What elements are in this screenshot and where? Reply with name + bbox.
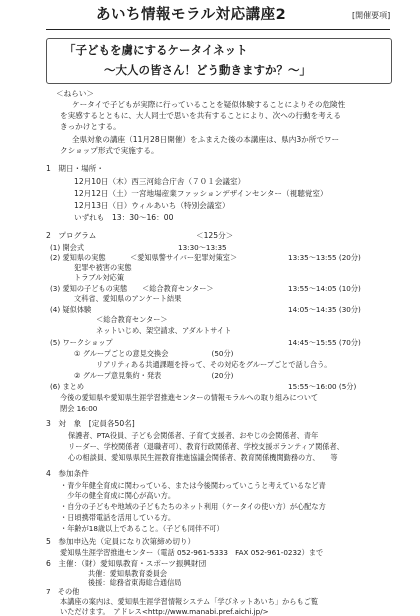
program-detail: ＜総合教育センター＞ [142, 284, 214, 293]
program-time: 15:55～16:00 (5分) [288, 382, 357, 391]
aim-line: きっかけとする。 [60, 122, 121, 131]
conditions-line: ・青少年健全育成に関わっている、または今後関わっていこうと考えているなど青 [60, 481, 326, 490]
program-sub: ② グループ意見集約・発表 (20分) [74, 371, 234, 380]
program-sub: 文科省、愛知県のアンケート結果 [74, 294, 182, 303]
program-sub: 今後の愛知県や愛知県生涯学習推進センターの情報モラルへの取り組みについて [60, 393, 319, 402]
program-sub: ネットいじめ、架空請求、アダルトサイト [96, 326, 232, 335]
program-time: 13:35～13:55 (20分) [288, 253, 361, 262]
program-time: 13:55～14:05 (10分) [288, 284, 361, 293]
aim-line: ケータイで子どもが実際に行っていることを疑似体験することによりその危険性 [72, 100, 346, 109]
schedule-time: いずれも 13：30～16：00 [74, 213, 174, 222]
program-time: 13:30～13:35 [178, 243, 227, 252]
title-underline [46, 29, 390, 30]
other-line: 本講座の案内は、愛知県生涯学習情報システム「学びネットあいち」からもご覧 [60, 597, 319, 606]
program-label: (3) 愛知の子どもの実態 [50, 284, 128, 293]
subtitle-line-2: ～大人の皆さん！どう動きますか？～」 [104, 63, 311, 77]
program-detail: ＜総合教育センター＞ [96, 315, 168, 324]
aim-line: 全県対象の講座（11月28日開催）をふまえた後の本講座は、県内3か所でワー [72, 135, 340, 144]
apply-heading: 5 参加申込先（定員になり次第締め切り） [46, 537, 196, 546]
program-sub: トラブル対応策 [74, 273, 125, 282]
other-heading: 7 その他 [46, 587, 80, 596]
schedule-item: 12月13日（日）ウィルあいち（特別会議室） [74, 201, 230, 210]
program-time: 14:05～14:35 (30分) [288, 305, 361, 314]
schedule-item: 12月12日（土）一宮地場産業ファッションデザインセンター（視聴覚室） [74, 189, 328, 198]
program-label: (6) まとめ [50, 382, 85, 391]
conditions-line: ・自分の子どもや地域の子どもたちのネット利用（ケータイの使い方）が心配な方 [60, 502, 326, 511]
program-label: (4) 疑似体験 [50, 305, 92, 314]
program-sub: リアリティある共通課題を持って、その対応をグループごとで話し合う。 [96, 360, 332, 369]
program-time: 14:45～15:55 (70分) [288, 338, 361, 347]
aim-heading: ＜ねらい＞ [56, 89, 94, 98]
apply-line: 愛知県生涯学習推進センター（電話 052-961-5333 FAX 052-961-0232）まで [60, 548, 324, 557]
schedule-heading: 1 期日・場所・ [46, 164, 104, 173]
organizer-line: 共催：愛知県教育委員会 [88, 569, 168, 578]
aim-line: を実感するとともに、大人同士で思いを共有することにより、次への行動を考える [60, 111, 341, 120]
page-title: あいち情報モラル対応講座2 [96, 7, 287, 23]
target-line: リーダー、学校関係者（退職者可）、教育行政関係者、学校支援ボランティア関係者、 [68, 442, 344, 451]
organizer-line: 後援：総務省東海総合通信局 [88, 578, 182, 587]
schedule-item: 12月10日（木）西三河総合庁舎（７０１会議室） [74, 177, 246, 186]
subtitle-line-1: 「子どもを虜にするケータイネット [64, 43, 248, 57]
target-line: 保護者、PTA役員、子ども会関係者、子育て支援者、おやじの会関係者、青年 [68, 431, 319, 440]
other-line: いただけます。 アドレス<http://www.manabi.pref.aichi.jp/> [60, 607, 269, 616]
program-sub: ① グループごとの意見交換会 (50分) [74, 349, 234, 358]
aim-line: クショップ形式で実施する。 [60, 146, 159, 155]
conditions-heading: 4 参加条件 [46, 469, 89, 478]
target-line: 心の相談員、愛知県県民生涯教育推進協議会関係者、教育関係機関勤務の方、 等 [68, 453, 338, 462]
program-sub: 犯罪や被害の実態 [74, 263, 132, 272]
conditions-line: 少年の健全育成に関心が高い方。 [60, 491, 176, 500]
program-detail: ＜愛知県警サイバー犯罪対策室＞ [130, 253, 238, 262]
program-duration: ＜125分＞ [196, 231, 234, 240]
program-label: (2) 愛知県の実態 [50, 253, 106, 262]
target-heading: 3 対 象 [定員各50名] [46, 419, 135, 428]
program-heading: 2 プログラム [46, 231, 97, 240]
document-type-badge: [開催要項] [352, 11, 391, 20]
conditions-line: ・日頃携帯電話を活用している方。 [60, 513, 176, 522]
program-label: (5) ワークショップ [50, 338, 113, 347]
conditions-line: ・年齢が18歳以上であること。（子ども同伴不可） [60, 524, 224, 533]
organizer-heading: 6 主催：（財）愛知県教育・スポーツ振興財団 [46, 559, 207, 568]
program-sub: 閉会 16:00 [60, 404, 98, 413]
program-label: (1) 開会式 [50, 243, 85, 252]
